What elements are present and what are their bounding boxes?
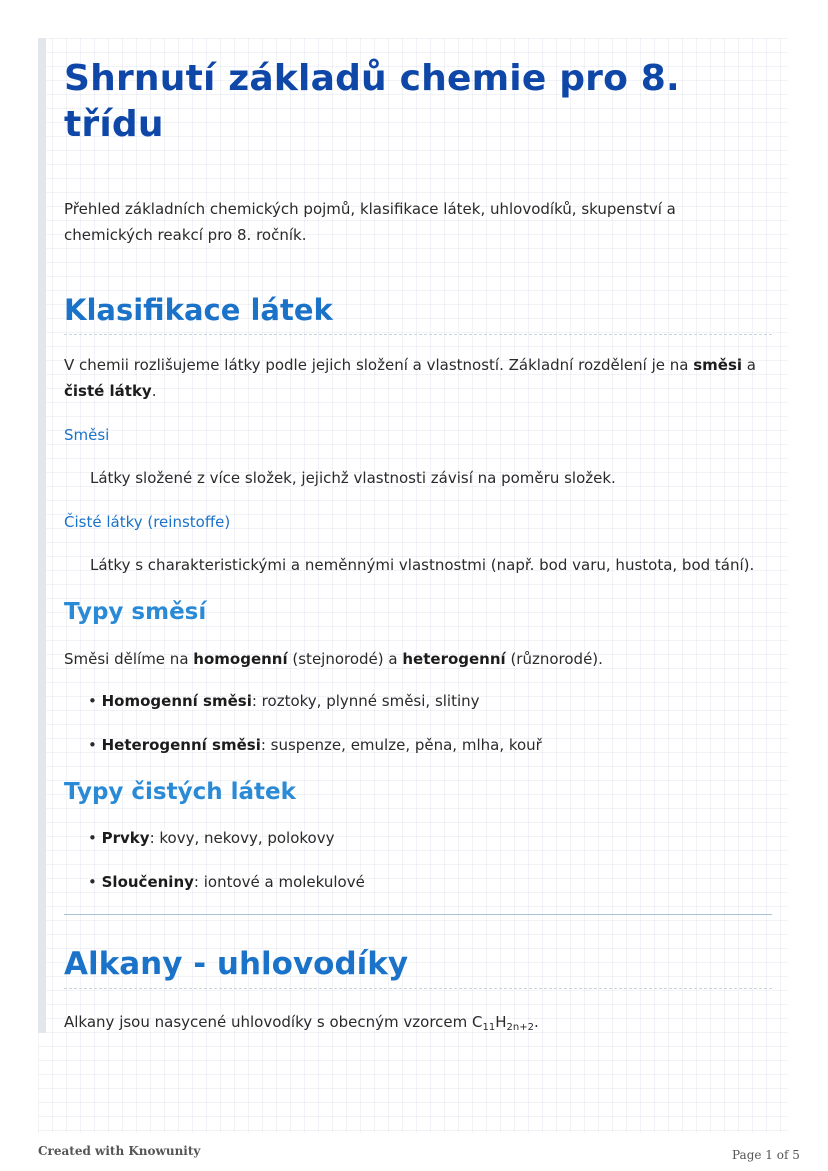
typy-smesi-paragraph xyxy=(64,646,772,672)
typy-smesi-bold-homogenni: homogenní xyxy=(193,650,288,668)
smesi-description: Látky složené z více složek, jejichž vlastnosti závisí na poměru složek. xyxy=(90,469,616,487)
ciste-latky-description: Látky s charakteristickými a neměnnými vlastnostmi (např. bod varu, hustota, bod tání). xyxy=(90,556,755,574)
list-item-bold: Prvky xyxy=(101,829,150,847)
page-number: Page 1 of 5 xyxy=(732,1148,800,1162)
list-item-bold: Heterogenní směsi xyxy=(101,736,261,754)
list-item-heterogenni: • Heterogenní směsi: suspenze, emulze, pěna, mlha, kouř xyxy=(88,736,542,754)
klasifikace-bold-ciste: čisté látky xyxy=(64,382,152,400)
formula-subscript-hydrogen: 2n+2 xyxy=(506,1022,534,1033)
klasifikace-bold-smesi: směsi xyxy=(693,356,743,374)
section-heading-typy-smesi: Typy směsí xyxy=(64,599,207,625)
formula-hydrogen: H xyxy=(495,1013,507,1031)
list-item-slouceniny: • Sloučeniny: iontové a molekulové xyxy=(88,873,365,891)
page-left-bar xyxy=(38,38,46,1033)
list-item-bold: Homogenní směsi xyxy=(101,692,252,710)
klasifikace-text-end: . xyxy=(151,382,157,400)
list-item-text: : roztoky, plynné směsi, slitiny xyxy=(251,692,480,710)
footer-credit: Created with Knowunity xyxy=(38,1144,201,1158)
list-item-text: : iontové a molekulové xyxy=(193,873,365,891)
formula-subscript-carbon: 11 xyxy=(482,1022,496,1033)
list-item-prvky: • Prvky: kovy, nekovy, polokovy xyxy=(88,829,335,847)
document-title: Shrnutí základů chemie pro 8. třídu xyxy=(64,58,680,145)
klasifikace-text-mid: a xyxy=(742,356,756,374)
subheading-ciste-latky: Čisté látky (reinstoffe) xyxy=(64,513,231,531)
alkany-text-start: Alkany jsou nasycené uhlovodíky s obecným vzorcem C xyxy=(64,1013,483,1031)
list-item-bold: Sloučeniny xyxy=(101,873,194,891)
section-heading-alkany: Alkany - uhlovodíky xyxy=(64,946,772,989)
subheading-smesi: Směsi xyxy=(64,426,110,444)
typy-smesi-text-mid: (stejnorodé) a xyxy=(287,650,403,668)
alkany-text-end: . xyxy=(533,1013,539,1031)
section-divider xyxy=(64,914,772,915)
list-item-text: : kovy, nekovy, polokovy xyxy=(149,829,335,847)
typy-smesi-text-end: (různorodé). xyxy=(505,650,603,668)
typy-smesi-text-start: Směsi dělíme na xyxy=(64,650,194,668)
list-item-text: : suspenze, emulze, pěna, mlha, kouř xyxy=(260,736,542,754)
klasifikace-paragraph xyxy=(64,352,772,404)
klasifikace-text-start: V chemii rozlišujeme látky podle jejich složení a vlastností. Základní rozdělení je na xyxy=(64,356,694,374)
intro-paragraph: Přehled základních chemických pojmů, klasifikace látek, uhlovodíků, skupenství a chemických reakcí pro 8. ročník. xyxy=(64,200,676,244)
typy-smesi-bold-heterogenni: heterogenní xyxy=(402,650,506,668)
list-item-homogenni: • Homogenní směsi: roztoky, plynné směsi, slitiny xyxy=(88,692,480,710)
section-heading-klasifikace: Klasifikace látek xyxy=(64,292,772,335)
section-heading-typy-cistych: Typy čistých látek xyxy=(64,779,296,805)
alkany-paragraph xyxy=(64,1009,772,1035)
